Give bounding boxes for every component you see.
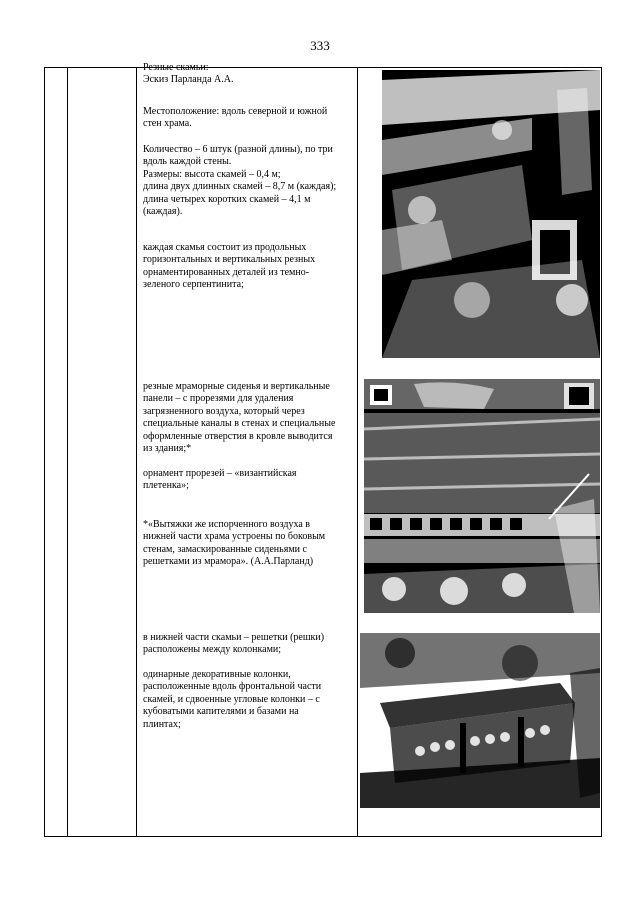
bench-wall-photo [382,70,600,358]
photo-cell [358,68,602,837]
table-row [45,68,602,837]
description-ornament: орнамент прорезей – «византийская плетенка»; [143,468,297,492]
inventory-table [44,62,602,837]
description-location: Местоположение: вдоль северной и южной стен храма. [143,106,328,130]
bench-grille-fragment-photo [360,633,600,808]
description-quantity-dimensions: Количество – 6 штук (разной длины), по три вдоль каждой стены. Размеры: высота скамей – 0,4 м; длина двух длинных скамей – 8,7 м (каждая); длина четырех коротких скамей – 4,1 м (каждая). [143,144,337,218]
description-grilles: в нижней части скамьи – решетки (решки) расположены между колонками; [143,632,325,656]
description-heading: Резные скамьи: Эскиз Парланда А.А. [143,62,234,86]
marble-bench-mosaic-photo [364,379,600,613]
description-seats-panels: резные мраморные сиденья и вертикальные панели – с прорезями для удаления загрязненного воздуха, который через специальные каналы в стенах и специальные оформленные отверстия в кровле выводится из здания;* [143,381,336,455]
description-footnote-quote: *«Вытяжки же испорченного воздуха в нижней части храма устроены по боковым стенам, замаскированные сиденьями с решетками из мрамора». (А.А.Парланд) [143,519,326,568]
description-bench-structure: каждая скамья состоит из продольных горизонтальных и вертикальных резных орнаментированных деталей из темно- зеленого серпентинита; [143,242,316,291]
page-number: 333 [310,38,330,53]
description-cell [137,62,358,837]
description-columns: одинарные декоративные колонки, расположенные вдоль фронтальной части скамей, и сдвоенные угловые колонки – с кубоватыми капителями и базами на плинтах; [143,669,322,730]
table-cell-number [45,68,68,837]
table-cell-name [68,68,137,837]
